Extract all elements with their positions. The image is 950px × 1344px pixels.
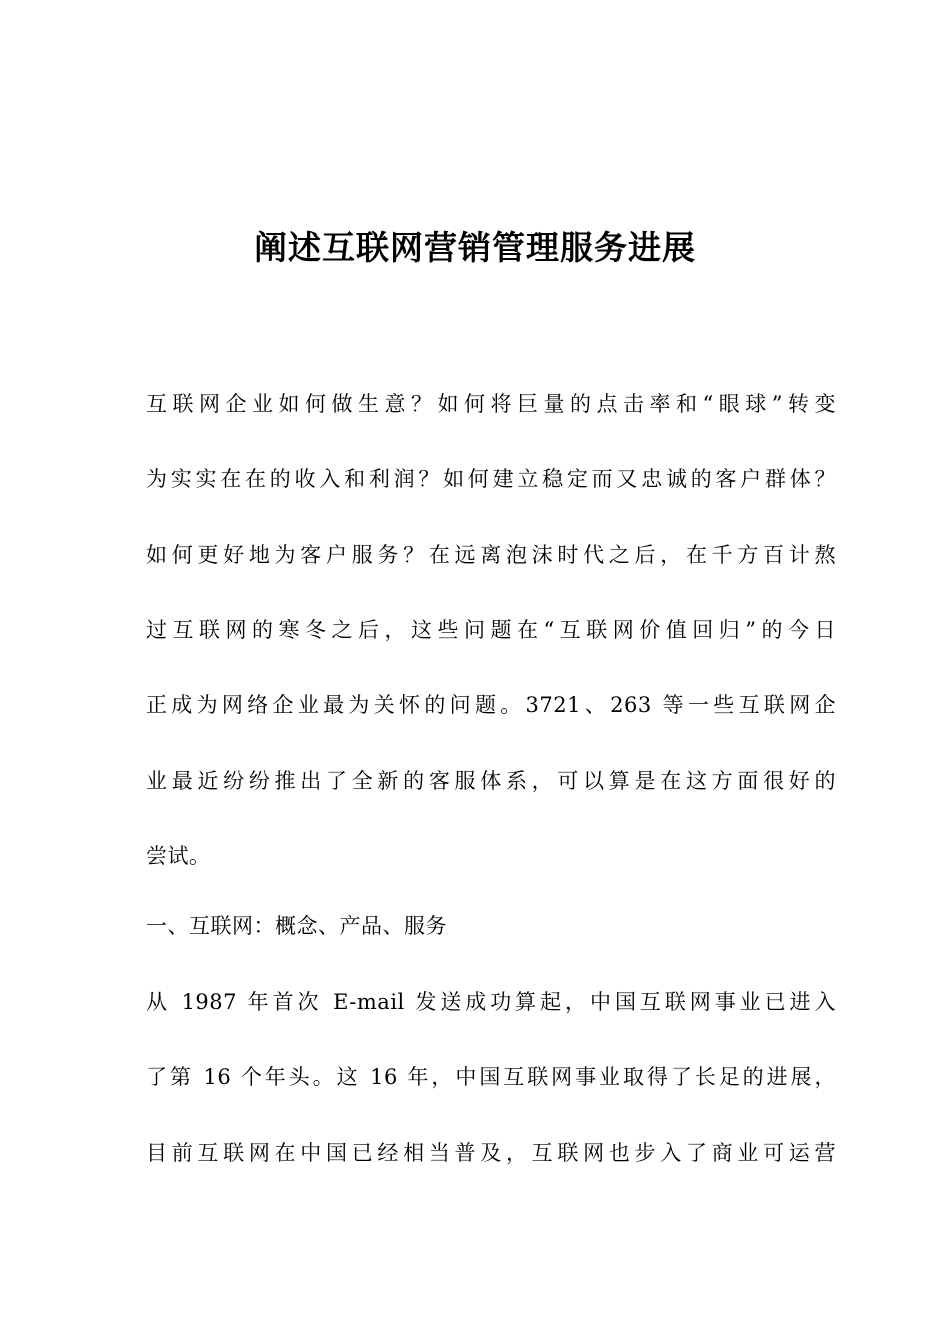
paragraph-line: 如何更好地为客户服务？在远离泡沫时代之后，在千方百计熬 xyxy=(146,543,836,567)
paragraph-line: 正成为网络企业最为关怀的问题。3721、263 等一些互联网企 xyxy=(146,693,836,717)
paragraph-line: 了第 16 个年头。这 16 年，中国互联网事业取得了长足的进展， xyxy=(146,1065,836,1089)
paragraph-line: 业最近纷纷推出了全新的客服体系，可以算是在这方面很好的 xyxy=(146,769,836,793)
paragraph-line: 从 1987 年首次 E-mail 发送成功算起，中国互联网事业已进入 xyxy=(146,990,836,1014)
paragraph-line: 为实实在在的收入和利润？如何建立稳定而又忠诚的客户群体？ xyxy=(146,467,836,491)
section-heading: 一、互联网：概念、产品、服务 xyxy=(146,914,447,938)
paragraph-line: 互联网企业如何做生意？如何将巨量的点击率和“眼球”转变 xyxy=(146,392,836,416)
paragraph-line: 尝试。 xyxy=(146,844,211,868)
paragraph-line: 过互联网的寒冬之后，这些问题在“互联网价值回归”的今日 xyxy=(146,618,836,642)
document-title: 阐述互联网营销管理服务进展 xyxy=(254,228,696,267)
paragraph-line: 目前互联网在中国已经相当普及，互联网也步入了商业可运营 xyxy=(146,1141,836,1165)
